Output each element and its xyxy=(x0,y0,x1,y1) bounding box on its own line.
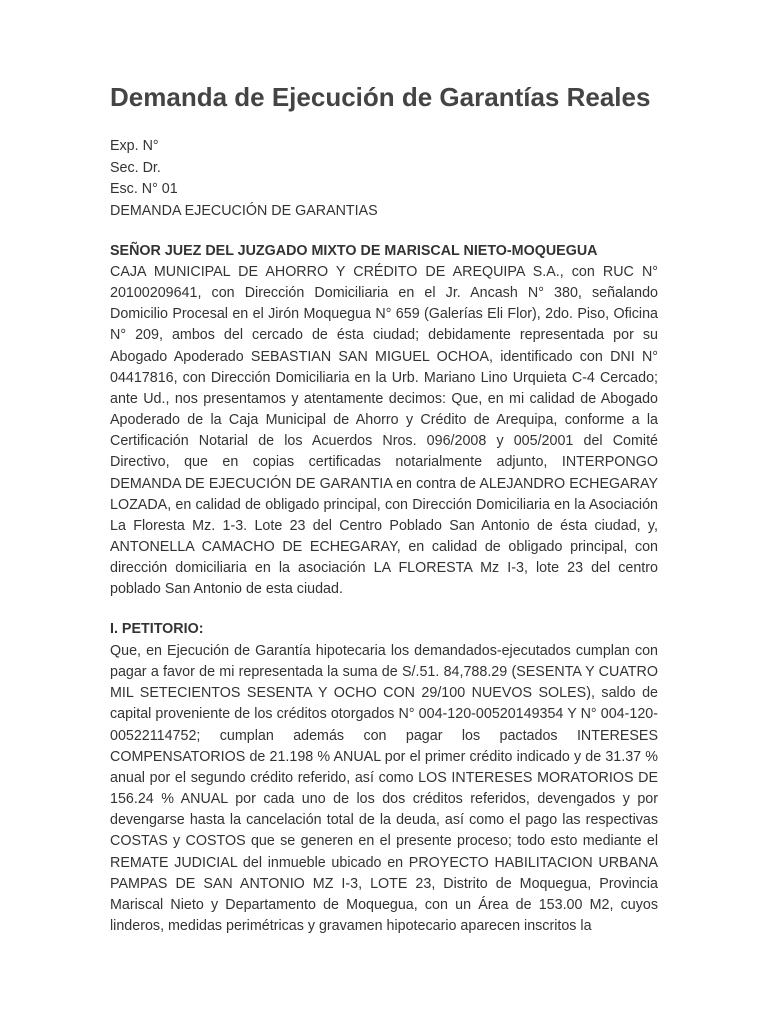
secretario-line: Sec. Dr. xyxy=(110,159,161,176)
document-title: Demanda de Ejecución de Garantías Reales xyxy=(110,82,651,112)
expediente-line: Exp. N° xyxy=(110,138,159,154)
case-metadata xyxy=(110,136,378,222)
escrito-line: Esc. N° 01 xyxy=(110,181,178,197)
intro-paragraph: CAJA MUNICIPAL DE AHORRO Y CRÉDITO DE AREQUIPA S.A., con RUC N° 20100209641, con Dirección Domiciliaria en el Jr. Ancash N° 380, señalando Domicilio Procesal en el Jirón Moquegua N° 659 (Galerías Eli Flor), 2do. Piso, Oficina N° 209, ambos del cercado de ésta ciudad; debidamente representada por su Abogado Apoderado SEBASTIAN SAN MIGUEL OCHOA, identificado con DNI N° 04417816, con Dirección Domiciliaria en la Urb. Mariano Lino Urquieta C-4 Cercado; ante Ud., nos presentamos y atentamente decimos: Que, en mi calidad de Abogado Apoderado de la Caja Municipal de Ahorro y Crédito de Arequipa, conforme a la Certificación Notarial de los Acuerdos Nros. 096/2008 y 005/2001 del Comité Directivo, que en copias certificadas notarialmente adjunto, INTERPONGO DEMANDA DE EJECUCIÓN DE GARANTIA en contra de ALEJANDRO ECHEGARAY LOZADA, en calidad de obligado principal, con Dirección Domiciliaria en la Asociación La Floresta Mz. 1-3. Lote 23 del Centro Poblado San Antonio de ésta ciudad, y, ANTONELLA CAMACHO DE ECHEGARAY, en calidad de obligado principal, con dirección domiciliaria en la asociación LA FLORESTA Mz I-3, lote 23 del centro poblado San Antonio de esta ciudad. xyxy=(110,264,658,598)
subject-line: DEMANDA EJECUCIÓN DE GARANTIAS xyxy=(110,202,378,219)
petitorio-heading: I. PETITORIO: xyxy=(110,621,204,637)
addressee-heading: SEÑOR JUEZ DEL JUZGADO MIXTO DE MARISCAL NIETO-MOQUEGUA xyxy=(110,243,598,259)
petitorio-paragraph: Que, en Ejecución de Garantía hipotecaria los demandados-ejecutados cumplan con pagar a favor de mi representada la suma de S/.51. 84,788.29 (SESENTA Y CUATRO MIL SETECIENTOS SESENTA Y OCHO CON 29/100 NUEVOS SOLES), saldo de capital proveniente de los créditos otorgados N° 004-120-00520149354 Y N° 004-120-00522114752; cumplan además con pagar los pactados INTERESES COMPENSATORIOS de 21.198 % ANUAL por el primer crédito indicado y de 31.37 % anual por el segundo crédito referido, así como LOS INTERESES MORATORIOS DE 156.24 % ANUAL por cada uno de los dos créditos referidos, devengados y por devengarse hasta la cancelación total de la deuda, así como el pago las respectivas COSTAS y COSTOS que se generen en el presente proceso; todo esto mediante el REMATE JUDICIAL del inmueble ubicado en PROYECTO HABILITACION URBANA PAMPAS DE SAN ANTONIO MZ I-3, LOTE 23, Distrito de Moquegua, Provincia Mariscal Nieto y Departamento de Moquegua, con un Área de 153.00 M2, cuyos linderos, medidas perimétricas y gravamen hipotecario aparecen inscritos la xyxy=(110,643,658,935)
